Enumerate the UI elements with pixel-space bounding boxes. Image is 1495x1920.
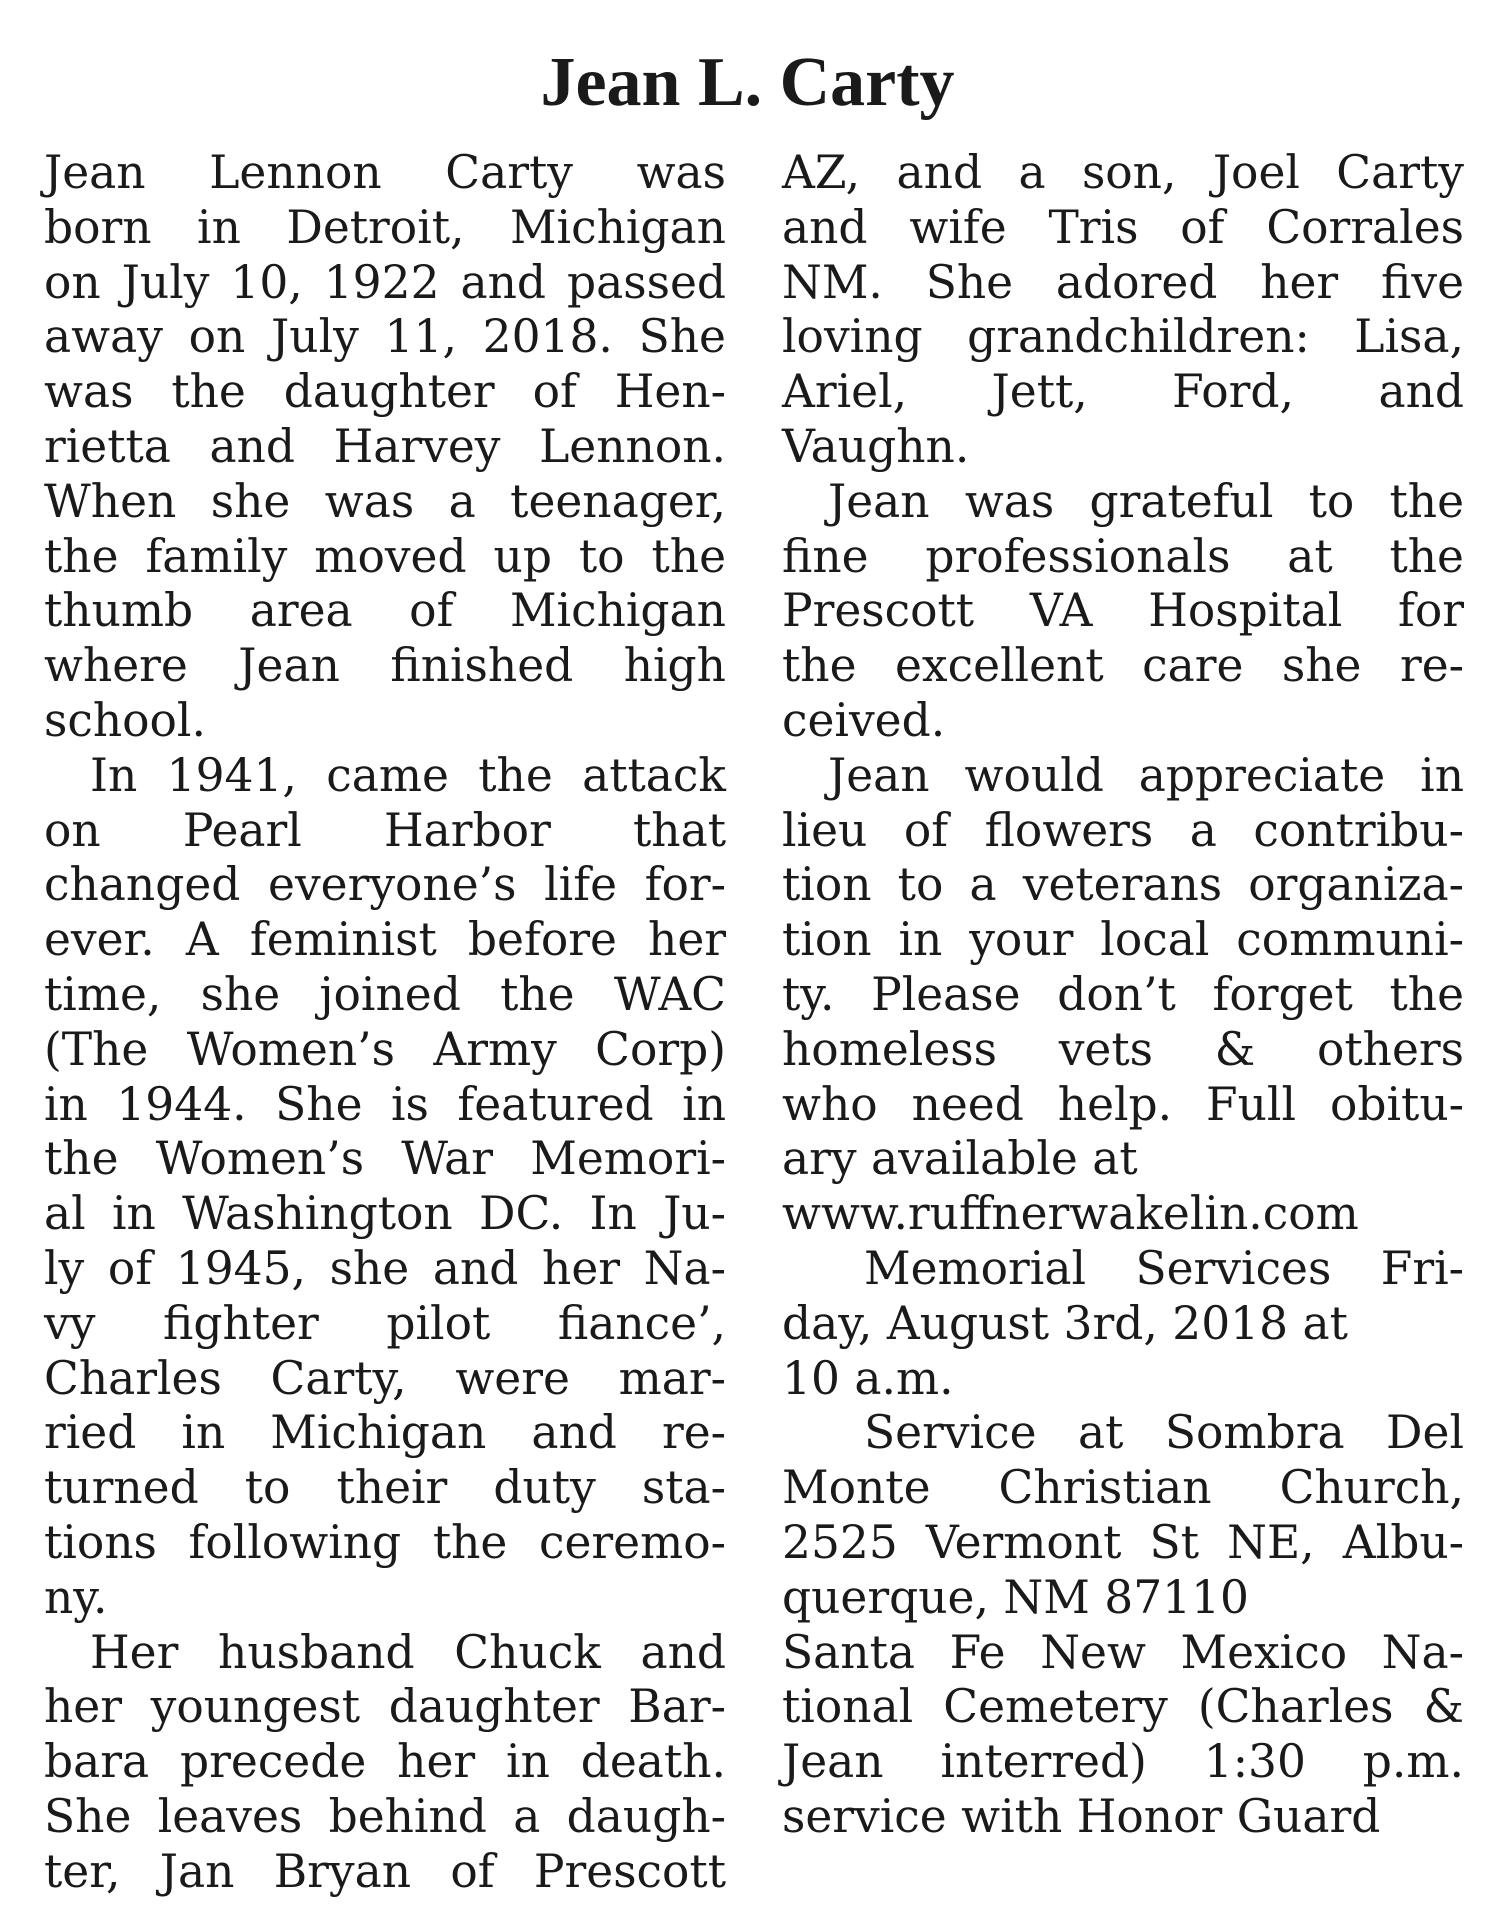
text-line: her youngest daughter Bar- <box>44 1680 726 1734</box>
right-text-column <box>782 146 1464 1845</box>
text-line: Jean would appreciate in <box>828 748 1464 802</box>
text-line: When she was a teenager, <box>44 474 726 528</box>
text-line: tions following the ceremo- <box>44 1515 726 1569</box>
text-line: on Pearl Harbor that <box>44 803 726 857</box>
text-line: AZ, and a son, Joel Carty <box>782 146 1464 199</box>
text-line: thumb area of Michigan <box>44 584 726 638</box>
text-line: school. <box>44 693 206 747</box>
text-line: ly of 1945, she and her Na- <box>44 1241 726 1295</box>
text-line: where Jean finished high <box>44 639 726 693</box>
text-line: Vaughn. <box>782 419 970 473</box>
text-line: bara precede her in death. <box>44 1735 726 1789</box>
text-line: querque, NM 87110 <box>782 1570 1249 1624</box>
text-line: fine professionals at the <box>782 529 1464 583</box>
text-line: on July 10, 1922 and passed <box>44 255 726 309</box>
text-line: the family moved up to the <box>44 529 726 583</box>
text-line: Jean Lennon Carty was <box>44 146 726 199</box>
text-line: the excellent care she re- <box>782 639 1464 693</box>
text-line: loving grandchildren: Lisa, <box>782 310 1464 364</box>
text-line: born in Detroit, Michigan <box>44 200 726 254</box>
text-line: ter, Jan Bryan of Prescott <box>44 1844 726 1898</box>
text-line: Ariel, Jett, Ford, and <box>782 365 1464 419</box>
text-line: rietta and Harvey Lennon. <box>44 419 726 473</box>
text-line: (The Women’s Army Corp) <box>44 1022 726 1076</box>
text-line: ever. A feminist before her <box>44 913 726 967</box>
text-line: homeless vets & others <box>782 1022 1464 1076</box>
text-line: lieu of flowers a contribu- <box>782 803 1464 857</box>
text-line: service with Honor Guard <box>782 1789 1381 1843</box>
text-line: ary available at <box>782 1132 1138 1186</box>
text-line: who need help. Full obitu- <box>782 1077 1464 1131</box>
text-line: Service at Sombra Del <box>864 1406 1464 1460</box>
text-line: Santa Fe New Mexico Na- <box>782 1625 1464 1679</box>
text-line: ty. Please don’t forget the <box>782 967 1464 1021</box>
text-line: www.ruffnerwakelin.com <box>782 1187 1359 1241</box>
text-line: Memorial Services Fri- <box>864 1241 1464 1295</box>
text-line: 2525 Vermont St NE, Albu- <box>782 1515 1464 1569</box>
text-line: tion in your local communi- <box>782 913 1464 967</box>
text-line: and wife Tris of Corrales <box>782 200 1464 254</box>
text-line: She leaves behind a daugh- <box>44 1789 726 1843</box>
text-line: changed everyone’s life for- <box>44 858 726 912</box>
left-text-column <box>44 146 726 1900</box>
text-line: turned to their duty sta- <box>44 1461 726 1515</box>
text-line: time, she joined the WAC <box>44 967 726 1021</box>
text-line: Charles Carty, were mar- <box>44 1351 726 1405</box>
text-line: Jean was grateful to the <box>828 474 1464 528</box>
text-line: tion to a veterans organiza- <box>782 858 1464 912</box>
text-line: In 1941, came the attack <box>90 748 726 802</box>
text-line: vy fighter pilot fiance’, <box>44 1296 726 1350</box>
text-line: NM. She adored her five <box>782 255 1464 309</box>
text-line: Her husband Chuck and <box>90 1625 726 1679</box>
text-line: 10 a.m. <box>782 1351 954 1405</box>
text-line: al in Washington DC. In Ju- <box>44 1187 726 1241</box>
text-line: ried in Michigan and re- <box>44 1406 726 1460</box>
text-line: away on July 11, 2018. She <box>44 310 726 364</box>
text-line: Monte Christian Church, <box>782 1461 1464 1515</box>
text-line: ny. <box>44 1570 108 1624</box>
text-line: Prescott VA Hospital for <box>782 584 1464 638</box>
text-line: Jean interred) 1:30 p.m. <box>782 1735 1464 1789</box>
obituary-title: Jean L. Carty <box>540 44 955 121</box>
text-line: ceived. <box>782 693 946 747</box>
text-line: day, August 3rd, 2018 at <box>782 1296 1348 1350</box>
text-line: was the daughter of Hen- <box>44 365 726 419</box>
text-line: the Women’s War Memori- <box>44 1132 726 1186</box>
text-line: tional Cemetery (Charles & <box>782 1680 1464 1734</box>
text-line: in 1944. She is featured in <box>44 1077 726 1131</box>
